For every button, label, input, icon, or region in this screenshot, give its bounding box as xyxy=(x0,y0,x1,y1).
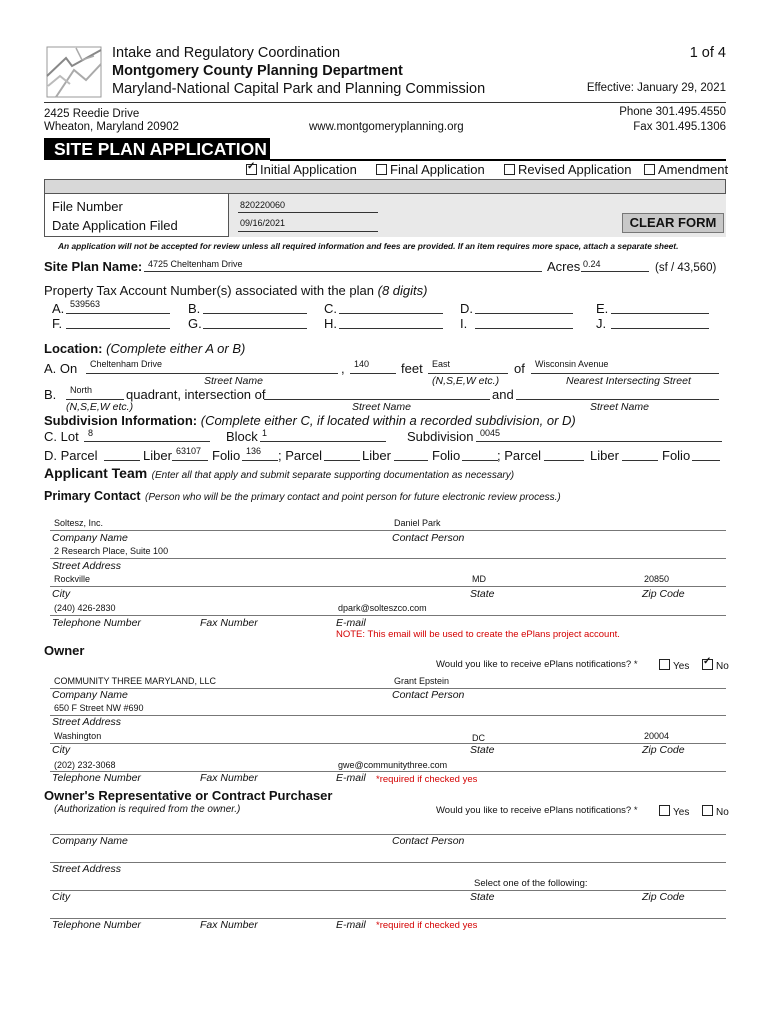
folio-underline-1 xyxy=(242,460,278,461)
tax-field-h[interactable] xyxy=(339,328,443,329)
tax-field-d[interactable] xyxy=(475,313,573,314)
liber-label-1: Liber xyxy=(143,448,172,463)
parcel-label: D. Parcel xyxy=(44,448,98,463)
location-street-underline xyxy=(86,373,338,374)
primary-contact-heading xyxy=(44,487,561,505)
site-plan-name-underline xyxy=(144,271,542,272)
nearest-street-field[interactable]: Wisconsin Avenue xyxy=(535,359,609,369)
fax-caption: Fax Number xyxy=(200,919,258,931)
rep-heading: Owner's Representative or Contract Purchaser xyxy=(44,788,333,803)
quadrant-underline xyxy=(66,399,124,400)
effective-date: Effective: January 29, 2021 xyxy=(586,82,726,94)
location-street-field[interactable]: Cheltenham Drive xyxy=(90,359,163,369)
header-line1: Intake and Regulatory Coordination xyxy=(112,45,341,61)
checkbox-icon xyxy=(702,659,713,670)
tax-field-b[interactable] xyxy=(203,313,307,314)
rep-city-field[interactable] xyxy=(50,890,726,891)
phone-caption: Telephone Number xyxy=(52,772,141,784)
tax-letter-c: C. xyxy=(324,301,337,316)
primary-heading-text: Primary Contact xyxy=(44,489,141,503)
form-title: SITE PLAN APPLICATION xyxy=(44,138,270,160)
subdivision-heading xyxy=(44,413,576,428)
direction-underline xyxy=(428,373,508,374)
rule xyxy=(50,530,726,531)
tax-account-heading xyxy=(44,283,427,298)
rep-eplans-question: Would you like to receive ePlans notifications? * xyxy=(436,805,638,816)
fax-number: Fax 301.495.1306 xyxy=(633,121,726,133)
street-caption: Street Address xyxy=(52,863,122,875)
parcel-label-3: ; Parcel xyxy=(497,448,542,463)
checkbox-final-application[interactable] xyxy=(376,162,485,177)
feet-field[interactable]: 140 xyxy=(354,359,370,369)
header-rule xyxy=(44,102,726,103)
street-name-caption-3: Street Name xyxy=(590,401,649,413)
owner-street-field[interactable]: 650 F Street NW #690 xyxy=(54,703,144,713)
folio-label-2: Folio xyxy=(432,448,461,463)
fax-caption: Fax Number xyxy=(200,772,258,784)
city-caption: City xyxy=(52,588,71,600)
checkbox-icon xyxy=(702,805,713,816)
tax-field-j[interactable] xyxy=(611,328,709,329)
owner-company-field[interactable]: COMMUNITY THREE MARYLAND, LLC xyxy=(54,676,217,686)
primary-heading-note: (Person who will be the primary contact and point person for future electronic review process.) xyxy=(145,492,561,503)
rep-note: (Authorization is required from the owner.) xyxy=(54,804,241,815)
tax-field-i[interactable] xyxy=(475,328,573,329)
tax-field-a[interactable] xyxy=(66,313,170,314)
applicant-team-heading xyxy=(44,465,514,483)
liber-label-3: Liber xyxy=(590,448,619,463)
checkbox-icon xyxy=(246,164,257,175)
tax-field-g[interactable] xyxy=(203,328,307,329)
date-filed-underline xyxy=(238,231,378,232)
subdivision-field[interactable]: 0045 xyxy=(480,428,501,438)
owner-contact-field[interactable]: Grant Epstein xyxy=(394,676,450,686)
primary-city-field[interactable]: Rockville xyxy=(54,574,91,584)
lot-label: C. Lot xyxy=(44,429,79,444)
quadrant-field[interactable]: North xyxy=(70,385,93,395)
checkbox-label: Revised Application xyxy=(518,162,632,177)
mncppc-logo xyxy=(46,46,102,98)
checkbox-label: Initial Application xyxy=(260,162,357,177)
owner-eplans-question: Would you like to receive ePlans notifications? * xyxy=(436,659,638,670)
of-label: of xyxy=(514,361,525,376)
and-label: and xyxy=(492,387,514,402)
parcel-field-2[interactable] xyxy=(324,460,360,461)
tax-field-f[interactable] xyxy=(66,328,170,329)
website-link[interactable]: www.montgomeryplanning.org xyxy=(309,121,464,133)
owner-eplans-no[interactable] xyxy=(702,659,729,672)
email-caption: E-mail xyxy=(336,919,366,931)
rep-street-field[interactable] xyxy=(50,862,726,863)
street-name-caption: Street Name xyxy=(204,375,263,387)
street-caption: Street Address xyxy=(52,560,122,572)
rep-eplans-yes[interactable] xyxy=(659,805,689,818)
folio-field-1[interactable]: 136 xyxy=(246,446,262,456)
rep-select-one: Select one of the following: xyxy=(474,878,588,889)
owner-required-note: *required if checked yes xyxy=(376,774,478,785)
checkbox-amendment[interactable] xyxy=(644,162,728,177)
tax-letter-h: H. xyxy=(324,316,337,331)
rule xyxy=(50,771,726,772)
fax-caption: Fax Number xyxy=(200,617,258,629)
state-caption: State xyxy=(470,891,495,903)
tax-field-e[interactable] xyxy=(611,313,709,314)
clear-form-button[interactable]: CLEAR FORM xyxy=(622,213,724,233)
owner-heading: Owner xyxy=(44,643,85,658)
owner-email-field[interactable]: gwe@communitythree.com xyxy=(338,760,448,770)
contact-caption: Contact Person xyxy=(392,835,465,847)
owner-eplans-yes[interactable] xyxy=(659,659,689,672)
state-caption: State xyxy=(470,588,495,600)
location-heading xyxy=(44,341,245,356)
location-heading-text: Location: xyxy=(44,341,103,356)
folio-field-3[interactable] xyxy=(692,460,720,461)
quadrant-label: quadrant, intersection of xyxy=(126,387,266,402)
tax-letter-d: D. xyxy=(460,301,473,316)
folio-label-1: Folio xyxy=(212,448,241,463)
rep-phone-field[interactable] xyxy=(50,918,726,919)
checkbox-icon xyxy=(376,164,387,175)
subdivision-heading-text: Subdivision Information: xyxy=(44,413,198,428)
applicant-heading-note: (Enter all that apply and submit separate supporting documentation as necessary) xyxy=(151,470,515,481)
block-label: Block xyxy=(226,429,258,444)
site-plan-name-field[interactable]: 4725 Cheltenham Drive xyxy=(148,259,243,269)
nearest-street-caption: Nearest Intersecting Street xyxy=(566,375,691,387)
checkbox-label: No xyxy=(716,661,729,672)
location-heading-note: (Complete either A or B) xyxy=(106,341,246,356)
company-caption: Company Name xyxy=(52,835,128,847)
owner-city-field[interactable]: Washington xyxy=(54,731,102,741)
address-line2: Wheaton, Maryland 20902 xyxy=(44,121,179,133)
liber-field-3[interactable] xyxy=(622,460,658,461)
parcel-field-1[interactable] xyxy=(104,460,140,461)
nearest-street-underline xyxy=(531,373,719,374)
rep-required-note: *required if checked yes xyxy=(376,920,478,931)
email-caption: E-mail xyxy=(336,772,366,784)
file-number-label: File Number xyxy=(52,199,123,214)
rule xyxy=(50,688,726,689)
contact-caption: Contact Person xyxy=(392,689,465,701)
block-underline xyxy=(260,441,386,442)
acres-label: Acres xyxy=(547,259,581,274)
tax-heading-text: Property Tax Account Number(s) associated with the plan xyxy=(44,283,374,298)
tax-letter-b: B. xyxy=(188,301,201,316)
rule xyxy=(50,586,726,587)
checkbox-label: Yes xyxy=(673,807,690,818)
checkbox-label: Yes xyxy=(673,661,690,672)
checkbox-icon xyxy=(659,659,670,670)
phone-caption: Telephone Number xyxy=(52,617,141,629)
checkbox-label: Final Application xyxy=(390,162,485,177)
rule xyxy=(50,743,726,744)
applicant-heading-text: Applicant Team xyxy=(44,465,148,481)
owner-phone-field[interactable]: (202) 232-3068 xyxy=(54,760,116,770)
owner-zip-field[interactable]: 20004 xyxy=(644,731,670,741)
intersection-street1-field[interactable] xyxy=(264,399,490,400)
tax-account-a-value[interactable]: 539563 xyxy=(70,299,101,309)
lot-underline xyxy=(84,441,210,442)
tax-letter-e: E. xyxy=(596,301,609,316)
nsew-caption: (N,S,E,W etc.) xyxy=(432,375,500,387)
primary-phone-field[interactable]: (240) 426-2830 xyxy=(54,603,116,613)
tax-letter-a: A. xyxy=(52,301,65,316)
location-b-label: B. xyxy=(44,387,57,402)
liber-underline-1 xyxy=(172,460,208,461)
nsew-caption-2: (N,S,E,W etc.) xyxy=(66,401,134,413)
file-box-header xyxy=(44,179,726,194)
primary-company-field[interactable]: Soltesz, Inc. xyxy=(54,518,104,528)
tax-field-c[interactable] xyxy=(339,313,443,314)
header-line2: Montgomery County Planning Department xyxy=(112,63,403,79)
phone-caption: Telephone Number xyxy=(52,919,141,931)
phone-number: Phone 301.495.4550 xyxy=(619,106,726,118)
liber-field-2[interactable] xyxy=(394,460,428,461)
zip-caption: Zip Code xyxy=(642,891,685,903)
street-caption: Street Address xyxy=(52,716,122,728)
checkbox-icon xyxy=(504,164,515,175)
eplans-note: NOTE: This email will be used to create the ePlans project account. xyxy=(336,629,620,640)
tax-letter-g: G. xyxy=(188,316,202,331)
rep-company-field[interactable] xyxy=(50,834,726,835)
feet-label: feet xyxy=(401,361,423,376)
comma: , xyxy=(341,361,345,376)
lot-field[interactable]: 8 xyxy=(88,428,94,438)
subdivision-underline xyxy=(476,441,722,442)
sf-note: (sf / 43,560) xyxy=(655,262,717,274)
email-caption: E-mail xyxy=(336,617,366,629)
company-caption: Company Name xyxy=(52,532,128,544)
subdivision-heading-note: (Complete either C, if located within a recorded subdivision, or D) xyxy=(200,413,576,428)
state-caption: State xyxy=(470,744,495,756)
acres-field[interactable]: 0.24 xyxy=(583,259,601,269)
checkbox-icon xyxy=(659,805,670,816)
company-caption: Company Name xyxy=(52,689,128,701)
header-line3: Maryland-National Capital Park and Planning Commission xyxy=(112,81,486,97)
rule xyxy=(50,715,726,716)
tax-letter-f: F. xyxy=(52,316,63,331)
primary-contact-field[interactable]: Daniel Park xyxy=(394,518,441,528)
block-field[interactable]: 1 xyxy=(262,428,268,438)
checkbox-revised-application[interactable] xyxy=(504,162,631,177)
city-caption: City xyxy=(52,744,71,756)
rule xyxy=(50,558,726,559)
requirement-notice: An application will not be accepted for review unless all required information and fees are provided. If an item requires more space, attach a separate sheet. xyxy=(58,241,679,251)
zip-caption: Zip Code xyxy=(642,588,685,600)
intersection-street2-field[interactable] xyxy=(516,399,719,400)
date-filed-label: Date Application Filed xyxy=(52,218,178,233)
primary-state-field[interactable]: MD xyxy=(472,574,486,584)
file-box-divider xyxy=(228,194,229,237)
checkbox-label: No xyxy=(716,807,729,818)
title-rule xyxy=(270,159,726,161)
file-number-underline xyxy=(238,212,378,213)
primary-zip-field[interactable]: 20850 xyxy=(644,574,670,584)
checkbox-label: Amendment xyxy=(658,162,729,177)
contact-caption: Contact Person xyxy=(392,532,465,544)
parcel-label-2: ; Parcel xyxy=(278,448,323,463)
address-line1: 2425 Reedie Drive xyxy=(44,108,140,120)
primary-email-field[interactable]: dpark@solteszco.com xyxy=(338,603,427,613)
acres-underline xyxy=(581,271,649,272)
checkbox-icon xyxy=(644,164,655,175)
rep-eplans-no[interactable] xyxy=(702,805,729,818)
date-filed-field[interactable]: 09/16/2021 xyxy=(240,218,286,228)
zip-caption: Zip Code xyxy=(642,744,685,756)
page-number: 1 of 4 xyxy=(689,45,726,61)
liber-field-1[interactable]: 63107 xyxy=(176,446,202,456)
street-name-caption-2: Street Name xyxy=(352,401,411,413)
location-a-label: A. On xyxy=(44,361,78,376)
liber-label-2: Liber xyxy=(362,448,391,463)
file-number-field[interactable]: 820220060 xyxy=(240,200,286,210)
subdivision-label: Subdivision xyxy=(407,429,474,444)
folio-field-2[interactable] xyxy=(462,460,498,461)
parcel-field-3[interactable] xyxy=(544,460,584,461)
city-caption: City xyxy=(52,891,71,903)
folio-label-3: Folio xyxy=(662,448,691,463)
owner-state-field[interactable]: DC xyxy=(472,733,485,743)
tax-letter-j: J. xyxy=(596,316,607,331)
primary-street-field[interactable]: 2 Research Place, Suite 100 xyxy=(54,546,169,556)
checkbox-initial-application[interactable] xyxy=(246,162,357,177)
tax-letter-i: I. xyxy=(460,316,468,331)
site-plan-name-label: Site Plan Name: xyxy=(44,259,143,274)
direction-field[interactable]: East xyxy=(432,359,451,369)
rule xyxy=(50,615,726,616)
tax-heading-note: (8 digits) xyxy=(377,283,428,298)
feet-underline xyxy=(350,373,396,374)
